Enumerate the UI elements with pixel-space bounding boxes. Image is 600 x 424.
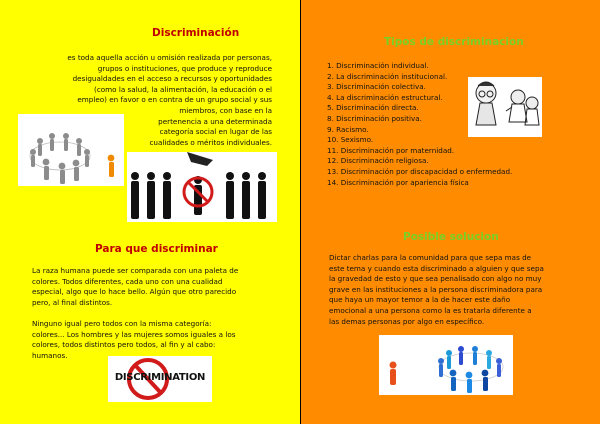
- solucion-paragraph: [329, 253, 579, 327]
- definition-line: es toda aquella acción u omisión realizada por personas,: [67, 53, 272, 62]
- paragraph-line: colores, todos distintos pero todos, al fin y al cabo:: [32, 340, 216, 350]
- tipos-title: Tipos de discriminacion: [384, 36, 524, 48]
- paragraph-line: grave en las instituciones a la persona discriminadora para: [329, 284, 543, 294]
- definition-line: grupos o instituciones, que produce y reproduce: [97, 63, 272, 73]
- paragraph-line: especial, algo que lo hace bello. Algún que otro parecido: [32, 287, 237, 297]
- paragraph-line: pero, al final distintos.: [32, 297, 113, 307]
- list-item: 3. Discriminación colectiva.: [327, 82, 426, 92]
- list-item: 14. Discriminación por apariencia física: [327, 177, 469, 187]
- list-item: 12. Discriminación religiosa.: [327, 156, 429, 166]
- definition-line: empleo) en favor o en contra de un grupo social y sus: [77, 95, 272, 105]
- paragraph-line: colores. Todos diferentes, cada uno con una cualidad: [32, 276, 223, 286]
- list-item: 10. Sexismo.: [327, 135, 374, 145]
- definition-line: categoría social en lugar de las: [159, 127, 272, 137]
- list-item: 4. La discriminación estructural.: [327, 92, 443, 102]
- discrimination-sign-image: [108, 356, 212, 402]
- discriminacion-title: Discriminación: [152, 27, 240, 39]
- paragraph-line: Ninguno igual pero todos con la misma categoría:: [32, 319, 212, 328]
- para-que-paragraph-1: [32, 266, 272, 308]
- list-item: 1. Discriminación individual.: [327, 61, 429, 70]
- para-que-discriminar-title: Para que discriminar: [95, 243, 218, 255]
- inclusion-circle-image: [379, 335, 513, 395]
- definition-line: miembros, con base en la: [179, 105, 272, 115]
- list-item: 9. Racismo.: [327, 124, 369, 134]
- definition-line: desigualdades en el acceso a recursos y oportunidades: [72, 74, 272, 84]
- list-item: 5. Discriminación directa.: [327, 103, 419, 113]
- sign-text: DISCRIMINATION: [114, 372, 206, 383]
- paragraph-line: humanos.: [32, 350, 68, 360]
- circle-of-people-image: [18, 114, 124, 186]
- definition-line: pertenencia a una determinada: [158, 116, 272, 126]
- definition-line: cualidades o méritos individuales.: [149, 137, 272, 147]
- paragraph-line: Dictar charlas para la comunidad para que sepa mas de: [329, 253, 532, 262]
- list-item: 8. Discriminación positiva.: [327, 113, 422, 123]
- list-item: 2. La discriminación institucional.: [327, 71, 448, 81]
- paragraph-line: la gravedad de esto y que sea penalisado con algo no muy: [329, 274, 542, 284]
- posible-solucion-title: Posible solucion: [403, 231, 499, 243]
- paragraph-line: este tema y cuando esta discriminado a alguien y que sepa: [329, 263, 544, 273]
- paragraph-line: emocional a una persona como la es tratarla diferente a: [329, 305, 532, 315]
- list-item: 13. Discriminación por discapacidad o enfermedad.: [327, 166, 513, 176]
- list-item: 11. Discriminación por maternidad.: [327, 145, 455, 155]
- paragraph-line: las demas personas por algo en específico.: [329, 316, 485, 326]
- paragraph-line: La raza humana puede ser comparada con una paleta de: [32, 266, 239, 275]
- cartoon-children-image: [468, 77, 542, 137]
- paragraph-line: colores... Los hombres y las mujeres somos iguales a los: [32, 329, 236, 339]
- discrimination-figures-image: [127, 152, 277, 222]
- definition-line: (como la salud, la alimentación, la educación o el: [94, 84, 272, 94]
- paragraph-line: que haya un mayor temor a la de hacer este daño: [329, 295, 511, 305]
- right-panel: [301, 0, 600, 424]
